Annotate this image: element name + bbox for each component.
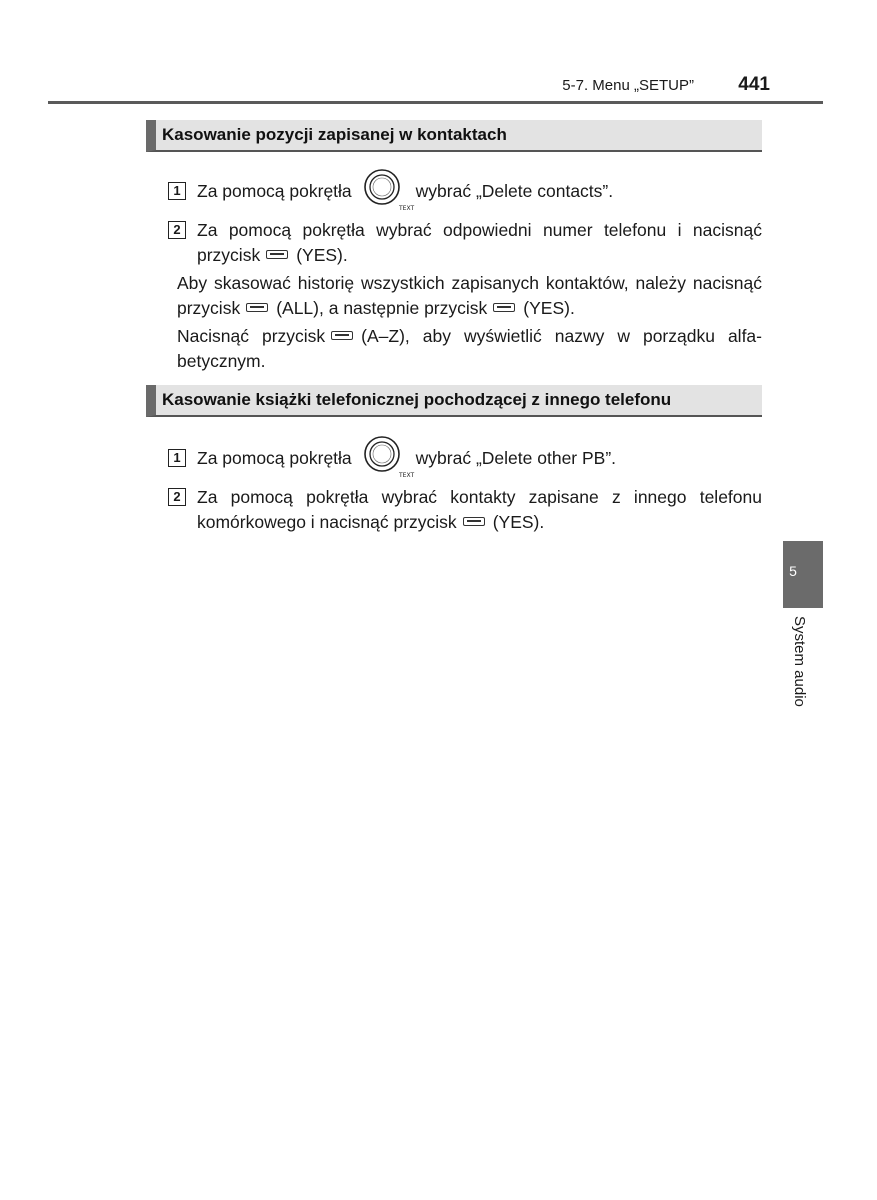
knob-label: TEXT: [398, 472, 414, 480]
step-text-before: Za pomocą pokrętła: [197, 448, 352, 468]
step-number: 2: [168, 221, 186, 239]
header-rule: [48, 101, 823, 104]
section-heading-delete-other-phonebook: [146, 385, 762, 417]
step-number: 2: [168, 488, 186, 506]
step-number: 1: [168, 182, 186, 200]
step-number: 1: [168, 449, 186, 467]
section-heading-delete-contact: [146, 120, 762, 152]
page-header: [0, 74, 877, 98]
screen-button-icon: [331, 331, 353, 340]
note-alphabetical-order: [177, 324, 762, 374]
step-text: [197, 218, 762, 268]
tune-knob-icon: [358, 436, 414, 480]
note-delete-all-contacts: [177, 271, 762, 321]
chapter-number: 5: [789, 563, 797, 579]
note-text-1: Aby skasować historię wszystkich zapisanych kontaktów, należy nacisnąć przycisk: [177, 273, 762, 318]
section-title: Kasowanie książki telefonicznej pochodzącej z innego telefonu: [162, 390, 672, 409]
chapter-label: System audio: [791, 616, 808, 707]
header-section-title: 5-7. Menu „SETUP”: [562, 77, 694, 94]
step-text-after: wybrać „Delete contacts”.: [415, 181, 614, 201]
step-text-after: wybrać „Delete other PB”.: [415, 448, 617, 468]
screen-button-icon: [493, 303, 515, 312]
note-text-3: (YES).: [523, 298, 575, 318]
step-text: [197, 446, 762, 480]
step-text-after: (YES).: [296, 245, 348, 265]
step-text-before: Za pomocą pokrętła: [197, 181, 352, 201]
note-text-2: (ALL), a następnie przycisk: [276, 298, 488, 318]
screen-button-icon: [463, 517, 485, 526]
knob-label: TEXT: [398, 205, 414, 213]
step-text: [197, 485, 762, 535]
step-text-before: Za pomocą pokrętła wybrać odpowiedni numer telefonu i nacisnąć przycisk: [197, 220, 762, 265]
step-text-after: (YES).: [492, 512, 545, 532]
screen-button-icon: [246, 303, 268, 312]
note-text-2: (A–Z), aby wyświetlić nazwy w porządku alfabetycznym.: [177, 326, 762, 371]
step-text-before: Za pomocą pokrętła wybrać kontakty zapisane z innego telefonu komórkowego i nacisnąć przycisk: [197, 487, 762, 532]
section-title: Kasowanie pozycji zapisanej w kontaktach: [162, 125, 507, 144]
tune-knob-icon: [358, 169, 414, 213]
page-number: 441: [738, 74, 770, 95]
step-text: [197, 179, 762, 213]
note-text-1: Nacisnąć przycisk: [177, 326, 326, 346]
screen-button-icon: [266, 250, 288, 259]
chapter-tab: [783, 541, 823, 608]
